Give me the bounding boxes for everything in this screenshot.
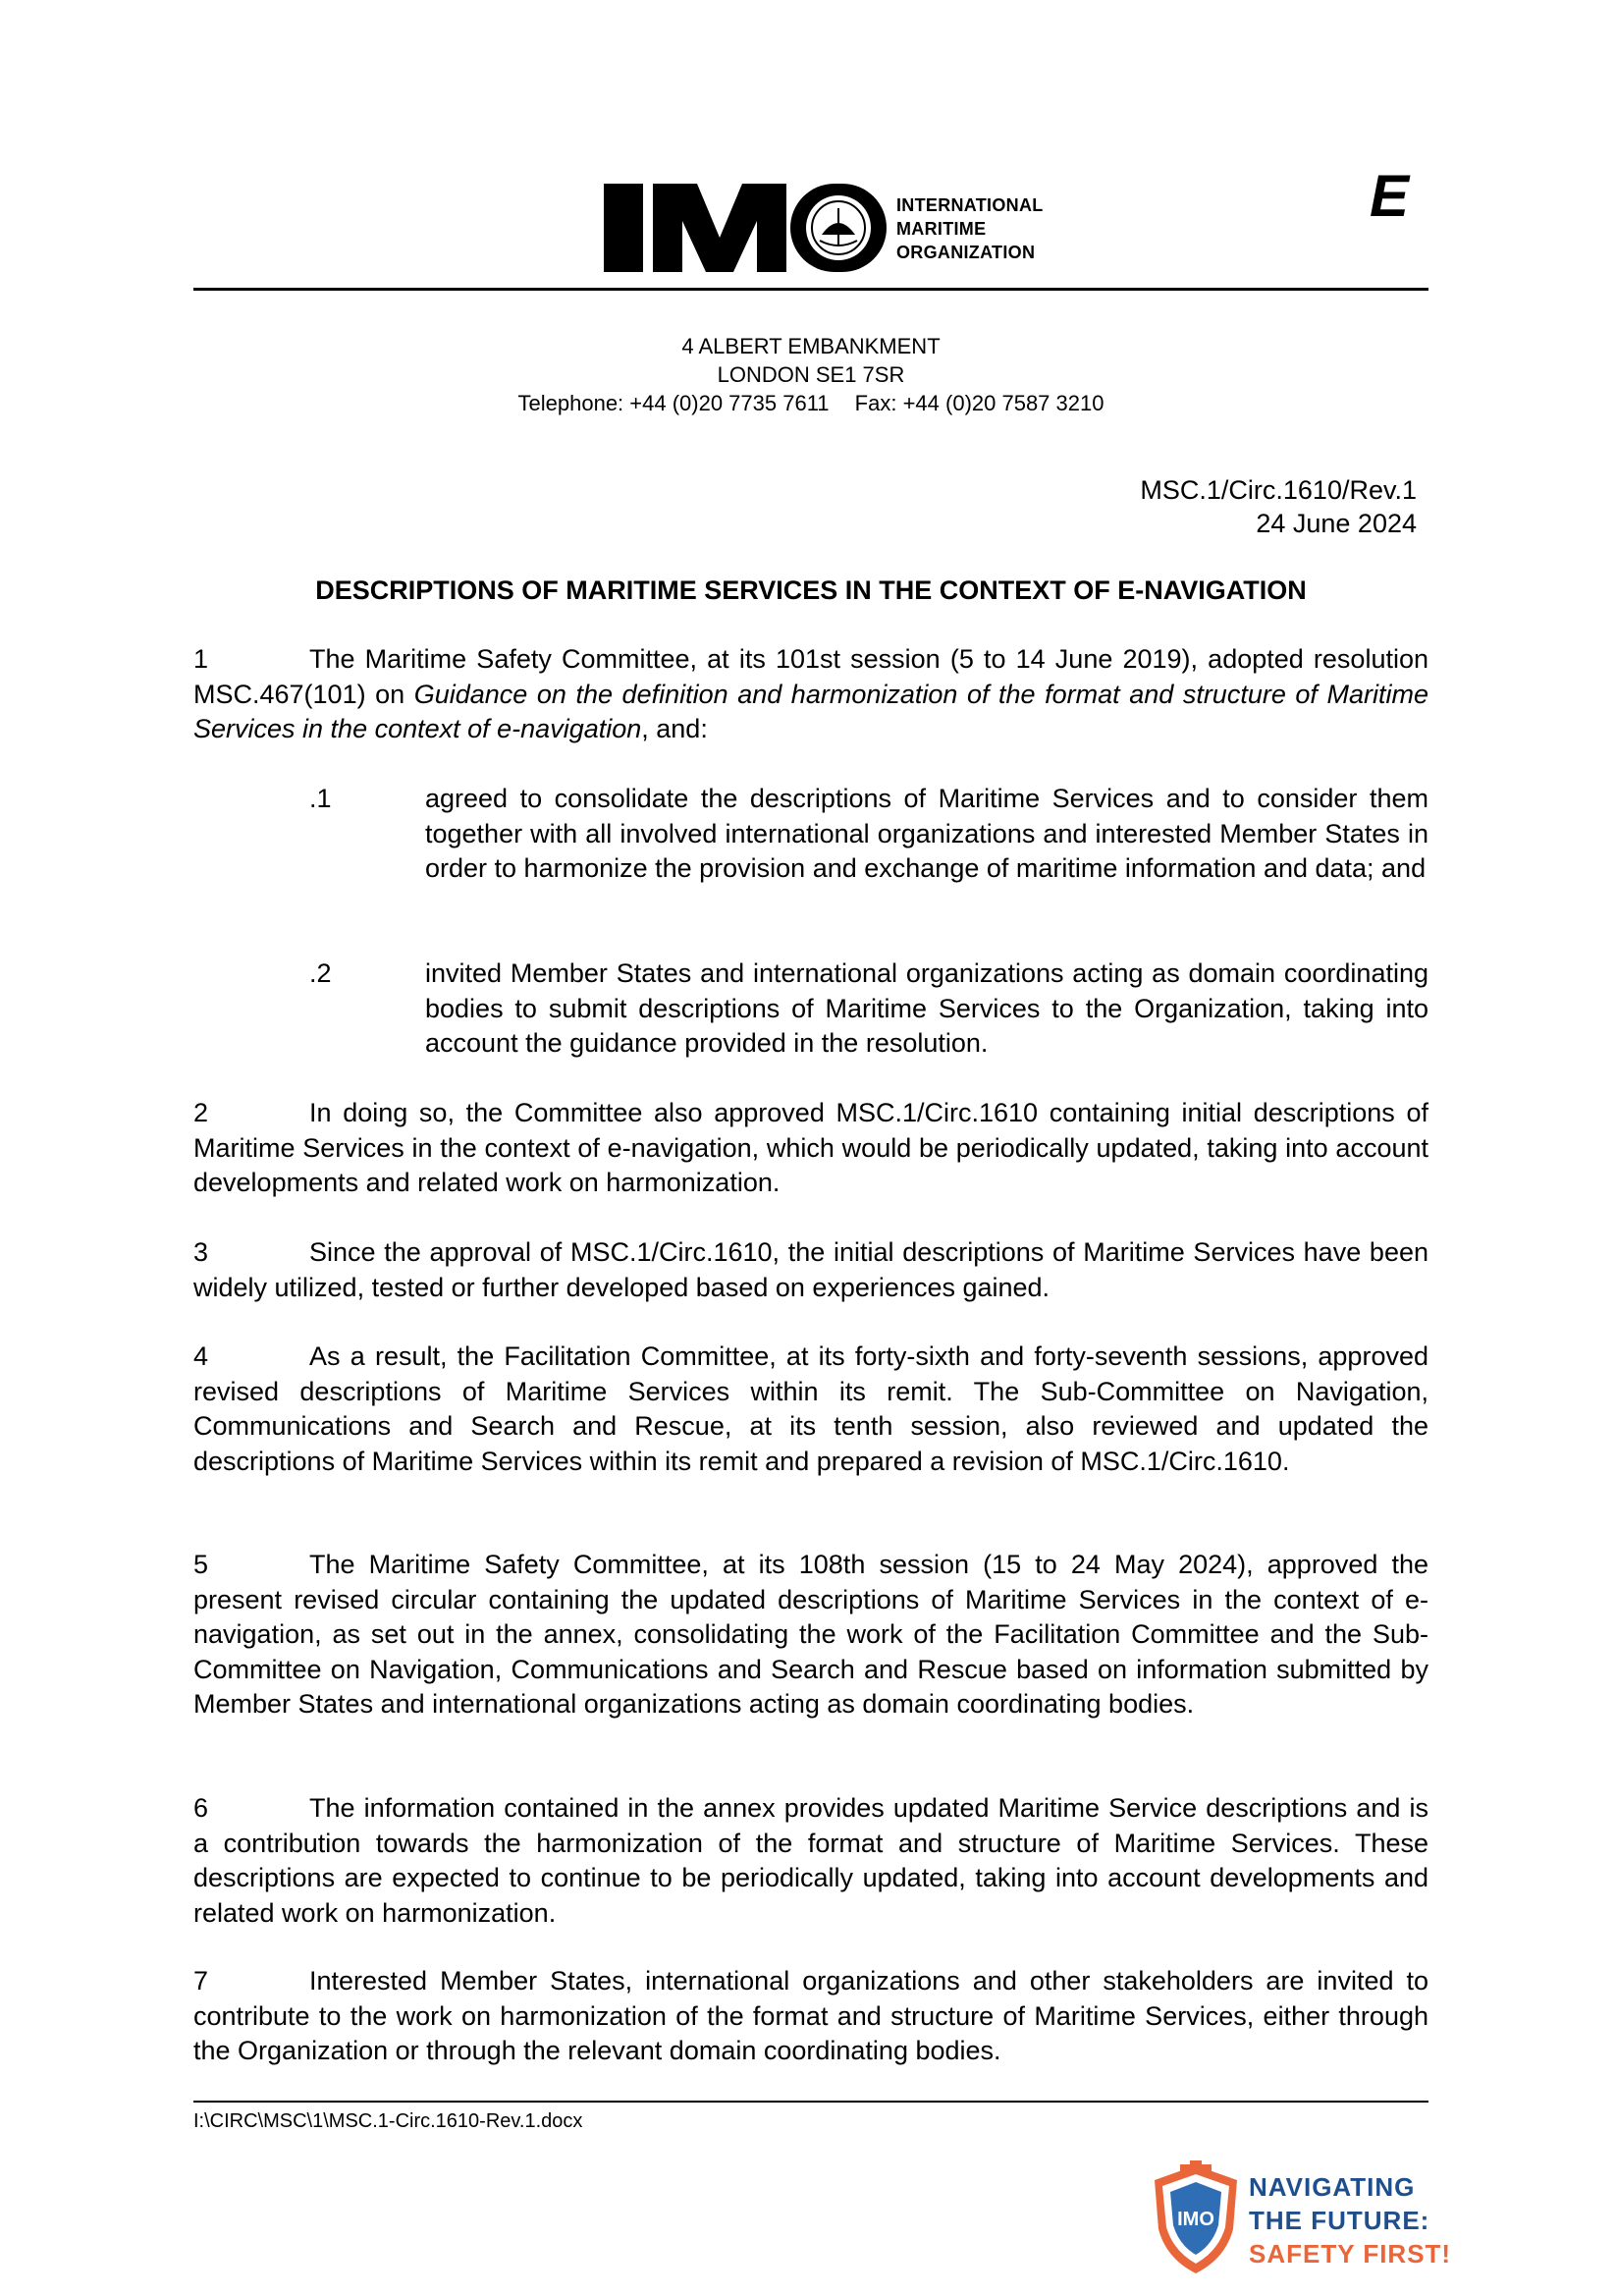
subparagraph-number: .2 bbox=[309, 958, 332, 988]
org-name-line: INTERNATIONAL bbox=[896, 195, 1044, 215]
paragraph-5 bbox=[193, 1548, 1428, 1722]
subparagraph-text: invited Member States and international organizations acting as domain coordinating bodies to submit descriptions of Maritime Services to the Organization, taking into account the guidance provided in the resolution. bbox=[425, 958, 1428, 1058]
org-name-line: ORGANIZATION bbox=[896, 243, 1036, 262]
paragraph-7 bbox=[193, 1964, 1428, 2069]
paragraph-text: The information contained in the annex provides updated Maritime Service descriptions and is a contribution towards the harmonization of the format and structure of Maritime Services. These descriptions are expected to continue to be periodically updated, taking into account developments and related work on harmonization. bbox=[193, 1793, 1428, 1928]
paragraph-text: , and: bbox=[641, 714, 708, 743]
paragraph-6 bbox=[193, 1791, 1428, 1931]
paragraph-text: The Maritime Safety Committee, at its 108th session (15 to 24 May 2024), approved the present revised circular containing the updated descriptions of Maritime Services in the context of e-navigation, as set out in the annex, consolidating the work of the Facilitation Committee and the Sub-Committee on Navigation, Communications and Search and Rescue based on information submitted by Member States and international organizations acting as domain coordinating bodies. bbox=[193, 1550, 1428, 1719]
slogan-line: THE FUTURE: bbox=[1249, 2206, 1430, 2235]
org-name-line: MARITIME bbox=[896, 219, 987, 239]
address-line: 4 ALBERT EMBANKMENT bbox=[681, 334, 941, 358]
svg-text:IMO: IMO bbox=[1177, 2209, 1214, 2230]
paragraph-italic: Guidance on the definition and harmonization of the format and structure of Maritime Services in the context of e-navigation bbox=[193, 679, 1428, 743]
subparagraph-text: agreed to consolidate the descriptions of Maritime Services and to consider them together with all involved international organizations and interested Member States in order to harmonize the provision and exchange of maritime information and data; and bbox=[425, 784, 1428, 883]
address-line: LONDON SE1 7SR bbox=[717, 362, 905, 387]
paragraph-3 bbox=[193, 1235, 1428, 1305]
document-date: 24 June 2024 bbox=[1256, 509, 1417, 538]
paragraph-number: 4 bbox=[193, 1341, 209, 1371]
address-block bbox=[193, 332, 1428, 417]
paragraph-1 bbox=[193, 642, 1428, 747]
contact-line bbox=[193, 389, 1428, 417]
subparagraph-2 bbox=[309, 957, 1428, 1062]
file-path: I:\CIRC\MSC\1\MSC.1-Circ.1610-Rev.1.docx bbox=[193, 2110, 583, 2132]
language-code: E bbox=[1370, 163, 1410, 229]
paragraph-text: The Maritime Safety Committee, at its 101st session (5 to 14 June 2019), adopted resolution MSC.467(101) on bbox=[193, 644, 1428, 709]
imo-logo bbox=[604, 178, 1065, 276]
document-symbol: MSC.1/Circ.1610/Rev.1 bbox=[1140, 475, 1417, 505]
imo-logo-mark bbox=[604, 184, 889, 272]
subparagraph-1 bbox=[309, 782, 1428, 887]
paragraph-text: Interested Member States, international organizations and other stakeholders are invited to contribute to the work on harmonization of the format and structure of Maritime Services, either through the Organization or through the relevant domain coordinating bodies. bbox=[193, 1966, 1428, 2065]
paragraph-text: As a result, the Facilitation Committee, at its forty-sixth and forty-seventh sessions, approved revised descriptions of Maritime Services within its remit. The Sub-Committee on Navigation, Communications and Search and Rescue, at its tenth session, also reviewed and updated the descriptions of Maritime Services within its remit and prepared a revision of MSC.1/Circ.1610. bbox=[193, 1341, 1428, 1476]
slogan-line: SAFETY FIRST! bbox=[1249, 2239, 1452, 2269]
paragraph-number: 6 bbox=[193, 1793, 209, 1823]
paragraph-number: 1 bbox=[193, 644, 209, 674]
org-name bbox=[896, 193, 1093, 264]
footer-divider bbox=[193, 2101, 1428, 2103]
paragraph-number: 2 bbox=[193, 1098, 209, 1127]
paragraph-number: 5 bbox=[193, 1550, 209, 1579]
paragraph-text: Since the approval of MSC.1/Circ.1610, the initial descriptions of Maritime Services have been widely utilized, tested or further developed based on experiences gained. bbox=[193, 1237, 1428, 1302]
paragraph-2 bbox=[193, 1096, 1428, 1201]
paragraph-number: 7 bbox=[193, 1966, 209, 1995]
header-divider bbox=[193, 288, 1428, 291]
document-title: DESCRIPTIONS OF MARITIME SERVICES IN THE CONTEXT OF E-NAVIGATION bbox=[315, 575, 1307, 605]
slogan bbox=[1249, 2170, 1451, 2270]
slogan-line: NAVIGATING bbox=[1249, 2172, 1416, 2202]
paragraph-number: 3 bbox=[193, 1237, 209, 1267]
telephone: Telephone: +44 (0)20 7735 7611 bbox=[517, 391, 830, 415]
subparagraph-number: .1 bbox=[309, 784, 332, 813]
paragraph-4 bbox=[193, 1339, 1428, 1479]
paragraph-text: In doing so, the Committee also approved MSC.1/Circ.1610 containing initial descriptions of Maritime Services in the context of e-navigation, which would be periodically updated, taking into account developments and related work on harmonization. bbox=[193, 1098, 1428, 1197]
fax: Fax: +44 (0)20 7587 3210 bbox=[854, 391, 1104, 415]
document-reference bbox=[1140, 473, 1417, 540]
shield-ship-icon bbox=[1147, 2160, 1245, 2278]
